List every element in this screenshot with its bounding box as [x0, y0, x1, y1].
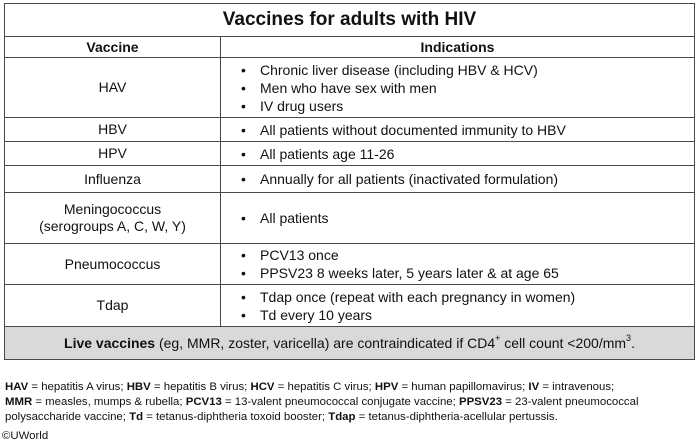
abbreviation-legend	[5, 380, 695, 425]
abbr-definition: = human papillomavirus;	[398, 381, 529, 393]
indications-cell	[221, 285, 694, 326]
vaccine-cell	[5, 142, 221, 165]
vaccine-name: HPV	[98, 145, 127, 161]
indication-item: • Annually for all patients (inactivated formulation)	[241, 170, 694, 188]
vaccine-name: HBV	[98, 121, 127, 137]
indications-cell	[221, 193, 694, 243]
abbr-term: HAV	[5, 381, 29, 393]
abbr-term: PCV13	[185, 396, 222, 408]
abbr-definition: = 23-valent pneumococcal polysaccharide vaccine;	[5, 396, 639, 423]
vaccine-cell	[5, 118, 221, 141]
note-sup-plus: +	[495, 333, 501, 344]
abbr-term: HPV	[374, 381, 399, 393]
table-header-row	[5, 37, 694, 58]
indication-item: • PCV13 once	[241, 246, 694, 264]
abbr-definition: = hepatitis C virus;	[274, 381, 375, 393]
abbr-definition: = tetanus-diphtheria toxoid booster;	[143, 411, 329, 423]
indication-item: • PPSV23 8 weeks later, 5 years later & at age 65	[241, 264, 694, 282]
indication-item: • Men who have sex with men	[241, 79, 694, 97]
table-row	[5, 142, 694, 166]
vaccine-name: Pneumococcus	[64, 255, 161, 272]
table-row	[5, 166, 694, 193]
vaccine-cell	[5, 58, 221, 117]
indication-list	[221, 246, 694, 282]
abbr-term: HBV	[126, 381, 151, 393]
vaccine-cell	[5, 244, 221, 284]
indication-item: • All patients without documented immunity to HBV	[241, 121, 694, 139]
vaccine-cell	[5, 285, 221, 326]
indication-item: • All patients age 11-26	[241, 145, 694, 163]
indications-cell	[221, 142, 694, 165]
note-sup-3: 3	[626, 333, 632, 344]
indication-item: • Tdap once (repeat with each pregnancy in women)	[241, 288, 694, 306]
note-text-2: cell count <200/mm	[500, 335, 627, 351]
live-vaccine-note	[5, 327, 694, 359]
indication-list	[221, 61, 694, 115]
indication-list	[221, 170, 694, 188]
indication-item: • Td every 10 years	[241, 306, 694, 324]
note-end: .	[631, 335, 635, 351]
indication-item: • Chronic liver disease (including HBV & HCV)	[241, 61, 694, 79]
abbr-definition: = 13-valent pneumococcal conjugate vaccine;	[221, 396, 459, 408]
abbr-term: MMR	[5, 396, 33, 408]
indication-list	[221, 145, 694, 163]
indication-list	[221, 288, 694, 324]
vaccine-name: Influenza	[84, 170, 141, 187]
abbr-definition: = hepatitis A virus;	[28, 381, 127, 393]
indications-cell	[221, 58, 694, 117]
table-row	[5, 193, 694, 244]
copyright: ©UWorld	[2, 430, 49, 442]
table-row	[5, 285, 694, 327]
abbr-term: Tdap	[328, 411, 356, 423]
abbr-term: Td	[129, 411, 144, 423]
abbr-term: IV	[528, 381, 540, 393]
header-vaccine: Vaccine	[5, 37, 221, 57]
abbr-term: HCV	[250, 381, 275, 393]
vaccine-name: Meningococcus	[63, 201, 162, 217]
vaccine-name: Tdap	[96, 297, 129, 313]
indications-cell	[221, 118, 694, 141]
abbr-term: PPSV23	[458, 396, 503, 408]
header-indications: Indications	[420, 39, 495, 55]
indications-cell	[221, 166, 694, 192]
indication-list	[221, 209, 694, 227]
abbr-definition: = measles, mumps & rubella;	[32, 396, 186, 408]
note-text: (eg, MMR, zoster, varicella) are contraindicated if CD4	[155, 335, 496, 351]
vaccine-table	[4, 3, 695, 360]
indication-item: • IV drug users	[241, 97, 694, 115]
vaccine-cell	[5, 193, 221, 243]
table-title: Vaccines for adults with HIV	[5, 4, 694, 37]
abbr-definition: = tetanus-diphtheria-acellular pertussis.	[355, 411, 558, 423]
note-bold: Live vaccines	[64, 335, 156, 351]
indication-item: • All patients	[241, 209, 694, 227]
vaccine-name: HAV	[98, 79, 127, 95]
table-row	[5, 244, 694, 285]
table-row	[5, 118, 694, 142]
vaccine-cell	[5, 166, 221, 192]
abbr-definition: = intravenous;	[539, 381, 615, 393]
indications-cell	[221, 244, 694, 284]
abbr-definition: = hepatitis B virus;	[150, 381, 251, 393]
indication-list	[221, 121, 694, 139]
table-row	[5, 58, 694, 118]
vaccine-subtitle: (serogroups A, C, W, Y)	[39, 218, 186, 234]
